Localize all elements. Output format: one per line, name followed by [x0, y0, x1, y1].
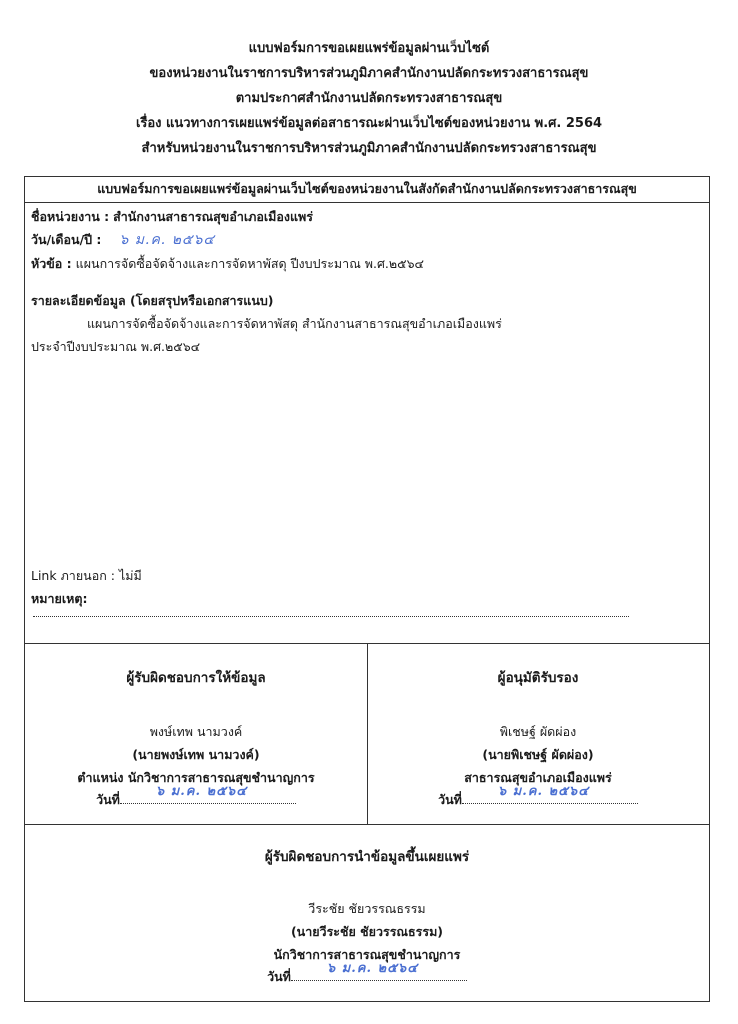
responsible-date-label: วันที่: [96, 792, 120, 807]
header-line-1: แบบฟอร์มการขอเผยแพร่ข้อมูลผ่านเว็บไซต์: [248, 41, 490, 56]
approver-position: สาธารณสุขอำเภอเมืองแพร่: [464, 770, 612, 785]
publisher-box: [25, 825, 709, 988]
approver-signature: พิเชษฐ์ ผัดผ่อง: [499, 724, 577, 739]
note-dotted-line: [33, 616, 629, 617]
approver-date-line: [367, 784, 709, 811]
detail-line-1: แผนการจัดซื้อจัดจ้างและการจัดหาพัสดุ สำนักงานสาธารณสุขอำเภอเมืองแพร่: [87, 316, 502, 331]
approver-date-dots: [462, 784, 638, 804]
responsible-box: [25, 644, 368, 824]
publisher-date-label: วันที่: [267, 969, 291, 984]
detail-label: รายละเอียดข้อมูล (โดยสรุปหรือเอกสารแนบ): [31, 293, 274, 308]
note-label: หมายเหตุ:: [31, 591, 88, 606]
responsible-name: (นายพงษ์เทพ นามวงค์): [132, 747, 260, 762]
date-label: วัน/เดือน/ปี :: [31, 232, 102, 247]
responsible-date-value: ๖ ม.ค. ๒๕๖๔: [155, 784, 248, 799]
agency-label: ชื่อหน่วยงาน :: [31, 209, 110, 224]
link-row: [31, 564, 142, 587]
responsible-signature: พงษ์เทพ นามวงค์: [149, 724, 243, 739]
header-line-3: ตามประกาศสำนักงานปลัดกระทรวงสาธารณสุข: [235, 91, 503, 106]
link-label: Link ภายนอก :: [31, 568, 115, 583]
subject-value: แผนการจัดซื้อจัดจ้างและการจัดหาพัสดุ ปีงบประมาณ พ.ศ.๒๕๖๔: [75, 256, 424, 271]
agency-value: สำนักงานสาธารณสุขอำเภอเมืองแพร่: [113, 209, 314, 224]
date-stamp-value: ๖ ม.ค. ๒๕๖๔: [119, 232, 216, 248]
approver-date-value: ๖ ม.ค. ๒๕๖๔: [497, 784, 590, 799]
publisher-date-line: [25, 961, 709, 988]
publisher-date-value: ๖ ม.ค. ๒๕๖๔: [326, 961, 419, 976]
link-value: ไม่มี: [118, 568, 142, 583]
responsible-title: ผู้รับผิดชอบการให้ข้อมูล: [126, 670, 266, 686]
form-title: แบบฟอร์มการขอเผยแพร่ข้อมูลผ่านเว็บไซต์ของหน่วยงานในสังกัดสำนักงานปลัดกระทรวงสาธารณสุข: [25, 177, 709, 203]
date-row: [31, 228, 701, 252]
responsible-date-line: [25, 784, 367, 811]
agency-row: [31, 205, 701, 228]
header-line-5: สำหรับหน่วยงานในราชการบริหารส่วนภูมิภาคสำนักงานปลัดกระทรวงสาธารณสุข: [141, 141, 597, 156]
detail-line-2: ประจำปีงบประมาณ พ.ศ.๒๕๖๔: [31, 339, 201, 354]
approver-title: ผู้อนุมัติรับรอง: [497, 670, 579, 686]
responsible-date-dots: [120, 784, 296, 804]
subject-row: [31, 252, 701, 275]
approver-name: (นายพิเชษฐ์ ผัดผ่อง): [482, 747, 594, 762]
header-line-2: ของหน่วยงานในราชการบริหารส่วนภูมิภาคสำนักงานปลัดกระทรวงสาธารณสุข: [149, 66, 589, 81]
document-header: [0, 36, 738, 161]
publisher-title: ผู้รับผิดชอบการนำข้อมูลขึ้นเผยแพร่: [264, 849, 470, 865]
subject-label: หัวข้อ :: [31, 256, 72, 271]
responsible-position: ตำแหน่ง นักวิชาการสาธารณสุขชำนาญการ: [77, 770, 315, 785]
header-line-4: เรื่อง แนวทางการเผยแพร่ข้อมูลต่อสาธารณะผ่านเว็บไซต์ของหน่วยงาน พ.ศ. 2564: [135, 116, 603, 131]
publisher-name: (นายวีระชัย ชัยวรรณธรรม): [290, 924, 444, 939]
publisher-date-dots: [291, 961, 467, 981]
link-section: [31, 564, 142, 610]
approver-box: [367, 644, 709, 824]
publisher-signature: วีระชัย ชัยวรรณธรรม: [308, 901, 426, 916]
form-frame: [24, 176, 710, 1002]
signature-area: [25, 643, 709, 825]
form-content: [31, 205, 701, 358]
publisher-position: นักวิชาการสาธารณสุขชำนาญการ: [273, 947, 461, 962]
approver-date-label: วันที่: [438, 792, 462, 807]
